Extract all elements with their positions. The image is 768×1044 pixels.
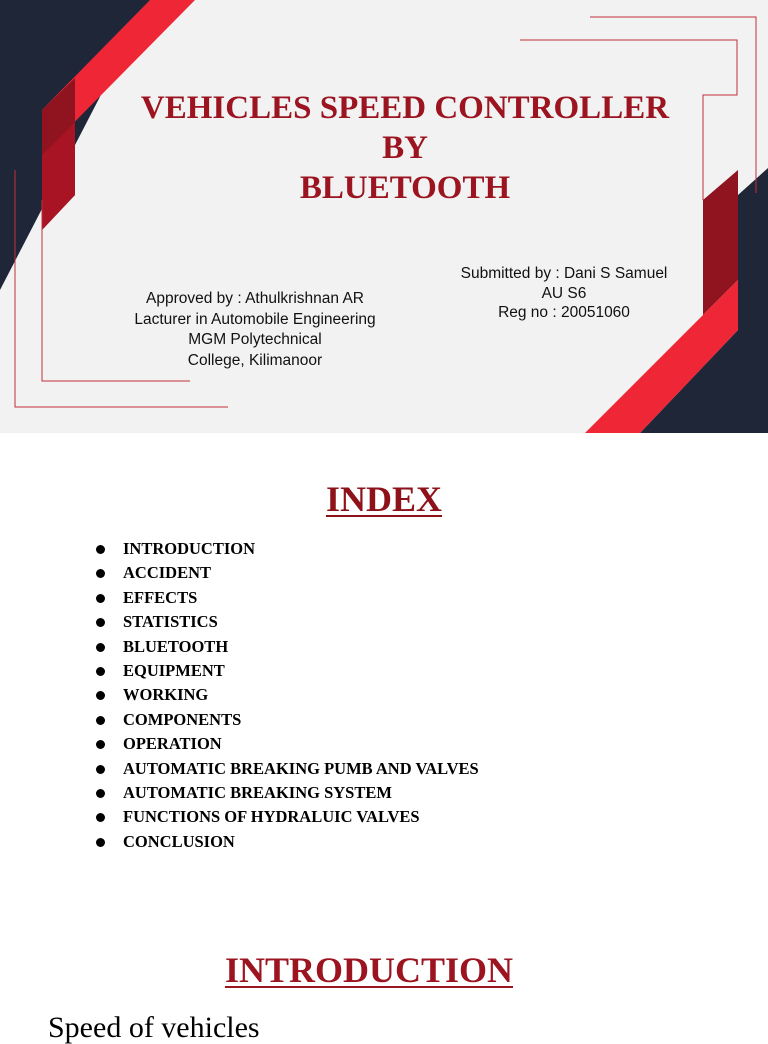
presentation-title: [70, 88, 740, 208]
submitted-by-block: [440, 264, 688, 323]
bullet-icon: [96, 618, 105, 627]
list-item-label: AUTOMATIC BREAKING PUMB AND VALVES: [123, 758, 479, 778]
introduction-slide: [0, 913, 768, 1044]
list-item: [95, 732, 479, 756]
list-item-label: OPERATION: [123, 734, 222, 754]
bullet-icon: [96, 716, 105, 725]
list-item-label: BLUETOOTH: [123, 636, 229, 656]
list-item: [95, 805, 479, 829]
bullet-icon: [96, 569, 105, 578]
bullet-icon: [96, 765, 105, 774]
list-item: [95, 781, 479, 805]
list-item-label: STATISTICS: [123, 612, 218, 632]
approved-line: College, Kilimanoor: [187, 351, 323, 369]
list-item: [95, 659, 479, 683]
list-item: [95, 708, 479, 732]
list-item-label: AUTOMATIC BREAKING SYSTEM: [123, 782, 392, 802]
bullet-icon: [96, 740, 105, 749]
bullet-icon: [96, 545, 105, 554]
index-heading: INDEX: [325, 479, 442, 519]
approved-line: Lacturer in Automobile Engineering: [134, 310, 376, 328]
approved-line: Approved by : Athulkrishnan AR: [146, 290, 364, 307]
bullet-icon: [96, 838, 105, 847]
title-slide: [0, 0, 768, 433]
title-line: BLUETOOTH: [299, 170, 511, 206]
list-item: [95, 561, 479, 585]
list-item-label: ACCIDENT: [123, 563, 212, 583]
list-item-label: EFFECTS: [123, 587, 198, 607]
submitted-line: AU S6: [541, 284, 587, 302]
list-item-label: WORKING: [123, 685, 209, 705]
title-line: BY: [382, 130, 428, 166]
list-item: [95, 757, 479, 781]
bullet-icon: [96, 691, 105, 700]
list-item: [95, 683, 479, 707]
index-list: [95, 537, 479, 854]
approved-line: MGM Polytechnical: [188, 331, 322, 348]
bullet-icon: [96, 813, 105, 822]
index-slide: [0, 433, 768, 913]
submitted-line: Submitted by : Dani S Samuel: [460, 265, 668, 282]
introduction-text: Speed of vehicles: [48, 1011, 260, 1044]
title-line: VEHICLES SPEED CONTROLLER: [140, 90, 670, 126]
list-item-label: EQUIPMENT: [123, 660, 225, 680]
bullet-icon: [96, 594, 105, 603]
list-item: [95, 830, 479, 854]
approved-by-block: [100, 289, 410, 371]
list-item: [95, 586, 479, 610]
submitted-line: Reg no : 20051060: [498, 304, 630, 321]
bullet-icon: [96, 667, 105, 676]
list-item: [95, 537, 479, 561]
introduction-heading: INTRODUCTION: [224, 950, 514, 990]
bullet-icon: [96, 789, 105, 798]
bullet-icon: [96, 643, 105, 652]
list-item: [95, 610, 479, 634]
list-item: [95, 635, 479, 659]
list-item-label: CONCLUSION: [123, 831, 235, 851]
list-item-label: FUNCTIONS OF HYDRALUIC VALVES: [123, 807, 420, 827]
list-item-label: INTRODUCTION: [123, 539, 256, 558]
list-item-label: COMPONENTS: [123, 709, 242, 729]
